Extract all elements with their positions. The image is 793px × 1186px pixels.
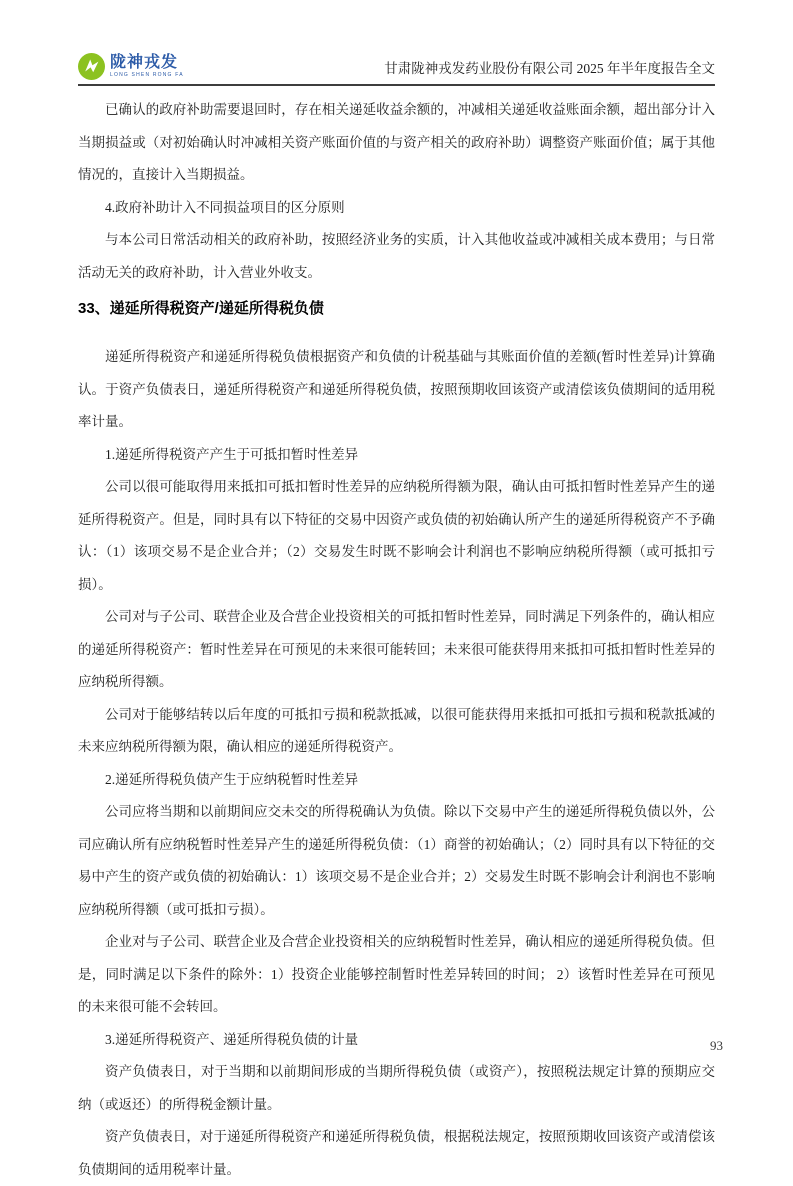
page-number: 93 — [710, 1038, 723, 1053]
paragraph: 3.递延所得税资产、递延所得税负债的计量 — [105, 1031, 359, 1047]
section-heading: 33、递延所得税资产/递延所得税负债 — [78, 300, 324, 317]
paragraph: 企业对与子公司、联营企业及合营企业投资相关的应纳税暂时性差异，确认相应的递延所得税负债。但是，同时满足以下条件的除外：1）投资企业能够控制暂时性差异转回的时间； 2）该暂时性差异在可预见的未来很可能不会转回。 — [78, 934, 715, 1014]
paragraph: 公司以很可能取得用来抵扣可抵扣暂时性差异的应纳税所得额为限，确认由可抵扣暂时性差异产生的递延所得税资产。但是，同时具有以下特征的交易中因资产或负债的初始确认所产生的递延所得税资产不予确认：（1）该项交易不是企业合并；（2）交易发生时既不影响会计利润也不影响应纳税所得额（或可抵扣亏损）。 — [78, 479, 715, 592]
company-logo — [78, 53, 184, 80]
document-body — [78, 88, 715, 1186]
company-logo-text — [110, 55, 184, 78]
page-header — [78, 0, 715, 86]
company-logo-name-en: LONG SHEN RONG FA — [110, 72, 184, 78]
paragraph: 资产负债表日，对于递延所得税资产和递延所得税负债，根据税法规定，按照预期收回该资产或清偿该负债期间的适用税率计量。 — [78, 1129, 715, 1177]
paragraph: 1.递延所得税资产产生于可抵扣暂时性差异 — [105, 446, 359, 462]
paragraph: 公司应将当期和以前期间应交未交的所得税确认为负债。除以下交易中产生的递延所得税负债以外，公司应确认所有应纳税暂时性差异产生的递延所得税负债：（1）商誉的初始确认；（2）同时具有以下特征的交易中产生的资产或负债的初始确认：1）该项交易不是企业合并；2）交易发生时既不影响会计利润也不影响应纳税所得额（或可抵扣亏损）。 — [78, 804, 715, 917]
paragraph: 4.政府补助计入不同损益项目的区分原则 — [105, 199, 345, 215]
report-header-title: 甘肃陇神戎发药业股份有限公司 2025 年半年度报告全文 — [384, 61, 715, 76]
paragraph: 公司对于能够结转以后年度的可抵扣亏损和税款抵减，以很可能获得用来抵扣可抵扣亏损和税款抵减的未来应纳税所得额为限，确认相应的递延所得税资产。 — [78, 706, 715, 754]
paragraph: 递延所得税资产和递延所得税负债根据资产和负债的计税基础与其账面价值的差额(暂时性差异)计算确认。于资产负债表日，递延所得税资产和递延所得税负债，按照预期收回该资产或清偿该负债期间的适用税率计量。 — [78, 349, 715, 429]
paragraph: 资产负债表日，对于当期和以前期间形成的当期所得税负债（或资产），按照税法规定计算的预期应交纳（或返还）的所得税金额计量。 — [78, 1064, 715, 1112]
paragraph: 已确认的政府补助需要退回时，存在相关递延收益余额的，冲减相关递延收益账面余额，超出部分计入当期损益或（对初始确认时冲减相关资产账面价值的与资产相关的政府补助）调整资产账面价值；属于其他情况的，直接计入当期损益。 — [78, 102, 715, 182]
paragraph: 与本公司日常活动相关的政府补助，按照经济业务的实质，计入其他收益或冲减相关成本费用；与日常活动无关的政府补助，计入营业外收支。 — [78, 232, 715, 280]
paragraph: 公司对与子公司、联营企业及合营企业投资相关的可抵扣暂时性差异，同时满足下列条件的，确认相应的递延所得税资产：暂时性差异在可预见的未来很可能转回；未来很可能获得用来抵扣可抵扣暂时性差异的应纳税所得额。 — [78, 609, 715, 689]
company-logo-icon — [78, 53, 105, 80]
company-logo-name-cn: 陇神戎发 — [110, 54, 179, 71]
paragraph: 2.递延所得税负债产生于应纳税暂时性差异 — [105, 771, 359, 787]
